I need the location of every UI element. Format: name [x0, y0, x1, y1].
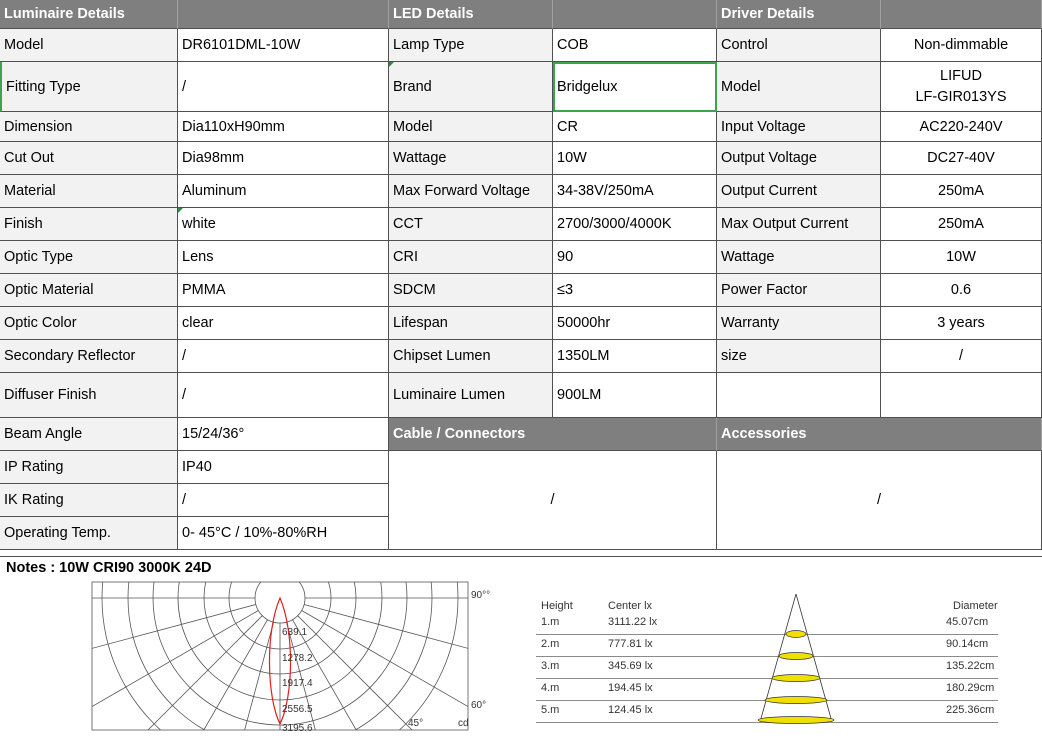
header-accessories[interactable]: Accessories [717, 418, 1042, 451]
luminaire-value[interactable]: Dia110xH90mm [178, 112, 389, 142]
luminaire-value[interactable]: Dia98mm [178, 142, 389, 175]
beam-spot-1m [786, 631, 806, 638]
led-value[interactable]: CR [553, 112, 717, 142]
driver-empty-label[interactable] [717, 373, 881, 418]
luminaire-label[interactable]: IP Rating [0, 451, 178, 484]
luminaire-value[interactable]: DR6101DML-10W [178, 29, 389, 62]
beam-cone-diagram [756, 592, 836, 727]
driver-label[interactable]: Wattage [717, 241, 881, 274]
driver-label[interactable]: Model [717, 62, 881, 112]
driver-label[interactable]: Power Factor [717, 274, 881, 307]
cone-center-lux: 124.45 lx [608, 704, 653, 716]
luminaire-label[interactable]: Optic Color [0, 307, 178, 340]
luminaire-value[interactable]: / [178, 62, 389, 112]
driver-value[interactable]: / [881, 340, 1042, 373]
driver-value[interactable]: 10W [881, 241, 1042, 274]
driver-label[interactable]: size [717, 340, 881, 373]
led-value[interactable]: 10W [553, 142, 717, 175]
luminaire-value[interactable]: 15/24/36° [178, 418, 389, 451]
driver-label[interactable]: Output Voltage [717, 142, 881, 175]
beam-spot-5m [758, 717, 834, 724]
ring-label-4: 2556.5 [282, 704, 313, 715]
luminaire-value[interactable]: white [178, 208, 389, 241]
driver-value[interactable] [881, 62, 1042, 112]
beam-spot-2m [779, 653, 813, 660]
driver-label[interactable]: Input Voltage [717, 112, 881, 142]
polar-spoke [213, 622, 274, 738]
polar-spoke [96, 616, 262, 738]
notes-divider [0, 556, 1042, 557]
driver-empty-value[interactable] [881, 373, 1042, 418]
polar-spoke [304, 604, 510, 665]
unit-label-cd: cd [458, 718, 469, 729]
luminaire-label[interactable]: Optic Material [0, 274, 178, 307]
luminaire-value[interactable]: PMMA [178, 274, 389, 307]
driver-label[interactable]: Max Output Current [717, 208, 881, 241]
led-label[interactable]: Lamp Type [389, 29, 553, 62]
cable-connectors-value[interactable]: / [389, 451, 717, 550]
driver-label[interactable]: Control [717, 29, 881, 62]
led-value[interactable]: 50000hr [553, 307, 717, 340]
polar-spoke [150, 620, 268, 738]
header-led-details[interactable]: LED Details [389, 0, 553, 29]
cone-header-center: Center lx [608, 600, 653, 612]
polar-spoke [298, 616, 464, 738]
accessories-value[interactable]: / [717, 451, 1042, 550]
led-value[interactable]: 90 [553, 241, 717, 274]
led-value[interactable]: 900LM [553, 373, 717, 418]
led-value[interactable]: 1350LM [553, 340, 717, 373]
cone-center-lux: 194.45 lx [608, 682, 653, 694]
header-driver-details[interactable]: Driver Details [717, 0, 881, 29]
cone-height: 4.m [541, 682, 560, 694]
luminaire-label[interactable]: Secondary Reflector [0, 340, 178, 373]
cone-header-height: Height [541, 600, 573, 612]
cone-center-lux: 345.69 lx [608, 660, 653, 672]
header-luminaire-details[interactable]: Luminaire Details [0, 0, 178, 29]
led-label[interactable]: Luminaire Lumen [389, 373, 553, 418]
driver-value-line: LF-GIR013YS [915, 88, 1007, 105]
cone-diameter: 90.14cm [946, 638, 989, 650]
luminaire-label[interactable]: Dimension [0, 112, 178, 142]
luminaire-label[interactable]: Operating Temp. [0, 517, 178, 550]
cone-diameter: 225.36cm [946, 704, 995, 716]
luminaire-label[interactable]: Beam Angle [0, 418, 178, 451]
ring-label-3: 1917.4 [282, 678, 313, 689]
ring-label-5: 3195.6 [282, 723, 313, 734]
led-value[interactable]: 34-38V/250mA [553, 175, 717, 208]
cone-diameter: 135.22cm [946, 660, 995, 672]
led-label[interactable]: Wattage [389, 142, 553, 175]
luminaire-value[interactable]: Lens [178, 241, 389, 274]
luminaire-label[interactable]: Material [0, 175, 178, 208]
cone-height: 5.m [541, 704, 560, 716]
header-empty-cell[interactable] [881, 0, 1042, 29]
led-label[interactable]: CCT [389, 208, 553, 241]
luminaire-value[interactable]: / [178, 373, 389, 418]
led-label[interactable]: CRI [389, 241, 553, 274]
led-label[interactable]: Lifespan [389, 307, 553, 340]
driver-label[interactable]: Warranty [717, 307, 881, 340]
cone-height: 3.m [541, 660, 560, 672]
led-value[interactable]: 2700/3000/4000K [553, 208, 717, 241]
cone-diameter: 45.07cm [946, 616, 989, 628]
luminaire-label[interactable]: Fitting Type [0, 62, 178, 112]
luminaire-label[interactable]: Model [0, 29, 178, 62]
luminaire-value[interactable]: clear [178, 307, 389, 340]
luminaire-value[interactable]: / [178, 484, 389, 517]
polar-ring [255, 578, 305, 623]
driver-value[interactable]: 250mA [881, 208, 1042, 241]
cone-center-lux: 777.81 lx [608, 638, 653, 650]
header-empty-cell[interactable] [553, 0, 717, 29]
cone-height: 1.m [541, 616, 560, 628]
led-label[interactable]: Max Forward Voltage [389, 175, 553, 208]
notes-text[interactable]: Notes : 10W CRI90 3000K 24D [6, 560, 212, 576]
angle-label-45: 45° [408, 718, 424, 729]
beam-cone-table [528, 592, 998, 732]
luminaire-label[interactable]: Cut Out [0, 142, 178, 175]
led-label[interactable]: Chipset Lumen [389, 340, 553, 373]
led-label[interactable]: Brand [389, 62, 553, 112]
luminaire-label[interactable]: Optic Type [0, 241, 178, 274]
led-label[interactable]: SDCM [389, 274, 553, 307]
ring-label-2: 1278.2 [282, 653, 313, 664]
cone-center-lux: 3111.22 lx [608, 616, 658, 628]
cone-diameter: 180.29cm [946, 682, 995, 694]
luminaire-value[interactable]: Aluminum [178, 175, 389, 208]
led-value[interactable]: ≤3 [553, 274, 717, 307]
driver-value[interactable]: 250mA [881, 175, 1042, 208]
luminaire-label[interactable]: IK Rating [0, 484, 178, 517]
luminaire-label[interactable]: Diffuser Finish [0, 373, 178, 418]
led-value[interactable]: COB [553, 29, 717, 62]
angle-label-90: 90°° [471, 590, 491, 601]
header-empty-cell[interactable] [178, 0, 389, 29]
beam-spot-3m [772, 675, 820, 682]
luminaire-value[interactable]: IP40 [178, 451, 389, 484]
angle-label-60: 60° [471, 700, 487, 711]
driver-value[interactable]: Non-dimmable [881, 29, 1042, 62]
luminaire-label[interactable]: Finish [0, 208, 178, 241]
beam-spot-4m [765, 697, 827, 704]
driver-value[interactable]: 3 years [881, 307, 1042, 340]
led-value[interactable]: Bridgelux [553, 62, 717, 112]
polar-spoke [90, 611, 258, 729]
cone-header-diameter: Diameter [953, 600, 998, 612]
luminaire-value[interactable]: / [178, 340, 389, 373]
header-cable-connectors[interactable]: Cable / Connectors [389, 418, 717, 451]
driver-label[interactable]: Output Current [717, 175, 881, 208]
driver-value[interactable]: AC220-240V [881, 112, 1042, 142]
polar-candela-diagram [90, 578, 510, 738]
led-label[interactable]: Model [389, 112, 553, 142]
ring-label-1: 639.1 [282, 627, 308, 638]
driver-value[interactable]: 0.6 [881, 274, 1042, 307]
driver-value-line: LIFUD [940, 67, 982, 84]
cone-height: 2.m [541, 638, 560, 650]
luminaire-value[interactable]: 0- 45°C / 10%-80%RH [178, 517, 389, 550]
driver-value[interactable]: DC27-40V [881, 142, 1042, 175]
